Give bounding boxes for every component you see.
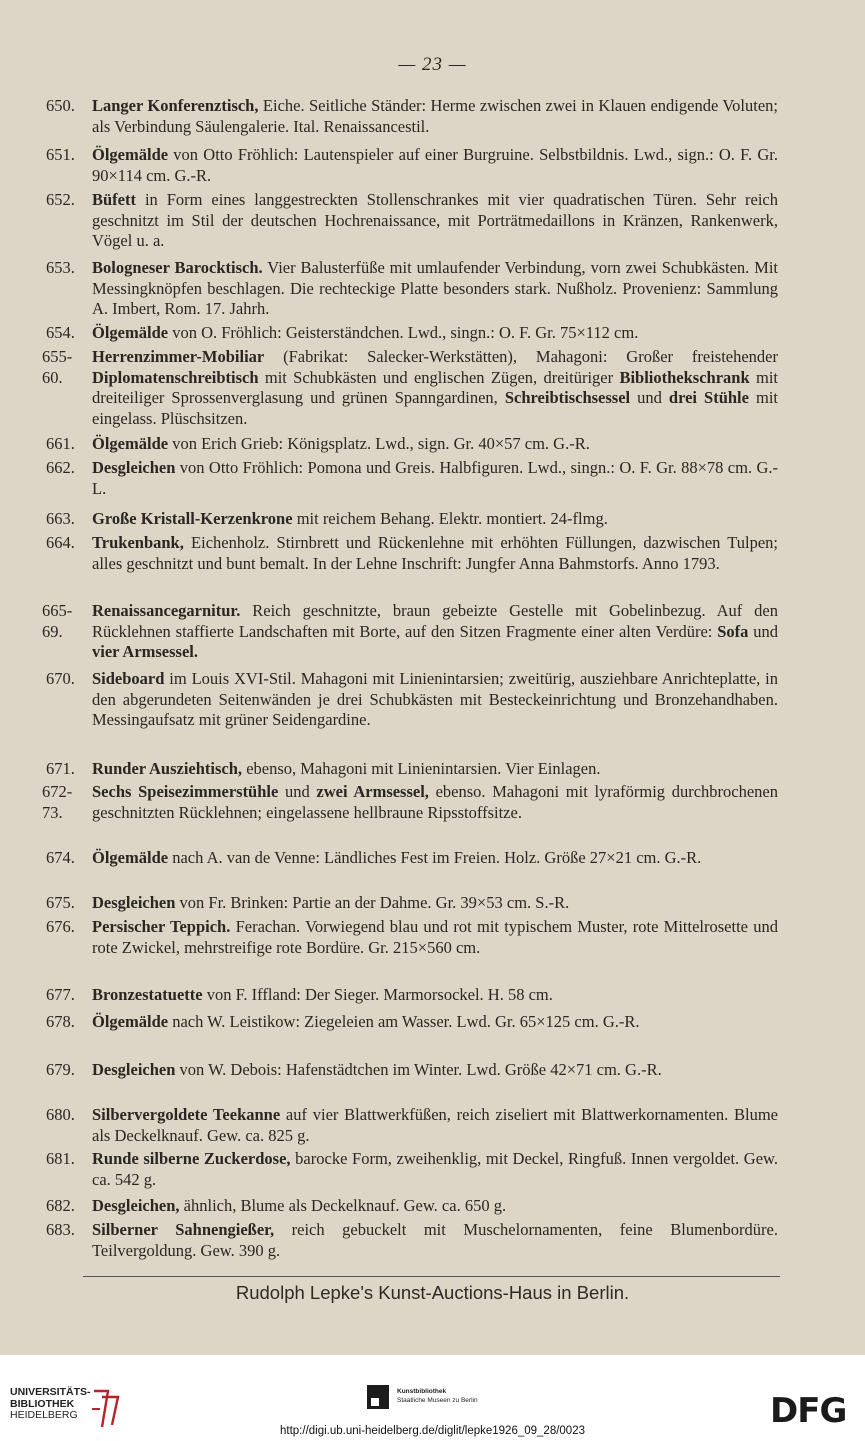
lot-text: Reich geschnitzte, braun gebeizte Gestelle mit Gobelinbezug. Auf den Rücklehnen staffierte Landschaften mit Borte, auf den Sitzen Fragmente einer alten Verdüre: bbox=[92, 601, 778, 641]
lot-description bbox=[92, 893, 778, 914]
lot-text: (Fabrikat: Salecker-Werkstätten), Mahagoni: Großer freistehender bbox=[264, 347, 778, 366]
lot-title: Bologneser Barocktisch. bbox=[92, 258, 263, 277]
lot-text: und bbox=[278, 782, 317, 801]
lot-title: Silbervergoldete Teekanne bbox=[92, 1105, 281, 1124]
lot-title: Bronzestatuette bbox=[92, 985, 203, 1004]
source-url-link[interactable]: http://digi.ub.uni-heidelberg.de/diglit/lepke1926_09_28/0023 bbox=[280, 1425, 585, 1437]
lot-title: drei Stühle bbox=[668, 388, 749, 407]
lot-number: 678. bbox=[46, 1012, 75, 1031]
lot-description bbox=[92, 145, 778, 186]
lot-description bbox=[92, 96, 778, 137]
catalog-entry bbox=[46, 1196, 778, 1217]
lot-title: Ölgemälde bbox=[92, 1012, 169, 1031]
lot-number: 661. bbox=[46, 434, 75, 453]
catalog-entry bbox=[42, 782, 778, 823]
ub-line-2: BIBLIOTHEK bbox=[10, 1397, 75, 1410]
page-number: — 23 — bbox=[398, 54, 467, 75]
lot-text: im Louis XVI-Stil. Mahagoni mit Linienintarsien; zweitürig, ausziehbare Anrichteplatte, in den abgerundeten Seitenwänden je drei Schubkästen mit Besteckeinrichtung und Bronzehandhaben. Messingaufsatz mit grüner Seidengardine. bbox=[92, 669, 778, 729]
lot-description bbox=[92, 434, 778, 455]
footer-rule bbox=[83, 1276, 780, 1277]
lot-text: mit Schubkästen und englischen Zügen, dreitüriger bbox=[258, 367, 620, 387]
lot-text: nach W. Leistikow: Ziegeleien am Wasser. Lwd. Gr. 65×125 cm. G.-R. bbox=[168, 1012, 640, 1031]
digitization-banner bbox=[0, 1355, 865, 1441]
dfg-logo: DFG bbox=[770, 1391, 847, 1431]
catalog-entry bbox=[46, 533, 778, 574]
lot-title: Diplomatenschreibtisch bbox=[92, 367, 259, 387]
catalog-entry bbox=[46, 669, 778, 731]
lot-title: Büfett bbox=[92, 190, 136, 209]
lot-text: Eichenholz. Stirnbrett und Rückenlehne mit erhöhten Füllungen, dazwischen Tulpen; alles geschnitzt und bunt bemalt. In der Lehne Inschrift: Jungfer Anna Bahmstorfs. Anno 1793. bbox=[92, 533, 778, 573]
lot-text: von Erich Grieb: Königsplatz. Lwd., sign. Gr. 40×57 cm. G.-R. bbox=[168, 434, 590, 453]
catalog-entry bbox=[46, 96, 778, 137]
lot-description bbox=[92, 601, 778, 663]
lot-title: Langer Konferenztisch, bbox=[92, 96, 259, 115]
kb-line-2: Staatliche Museen zu Berlin bbox=[397, 1397, 478, 1404]
lot-number: 671. bbox=[46, 759, 75, 778]
lot-title: Herrenzimmer-Mobiliar bbox=[92, 347, 265, 366]
lot-text: von O. Fröhlich: Geisterständchen. Lwd., singn.: O. F. Gr. 75×112 cm. bbox=[168, 323, 639, 342]
lot-number: 672-73. bbox=[42, 782, 73, 822]
lot-title: Desgleichen bbox=[92, 1060, 176, 1079]
lot-number: 670. bbox=[46, 669, 75, 688]
lot-description bbox=[92, 759, 778, 780]
lot-number: 662. bbox=[46, 458, 75, 477]
lot-title: zwei Armsessel, bbox=[316, 782, 429, 801]
lot-number: 650. bbox=[46, 96, 75, 115]
lot-number: 654. bbox=[46, 323, 75, 342]
lot-description bbox=[92, 782, 778, 823]
lot-number: 675. bbox=[46, 893, 75, 912]
lot-description bbox=[92, 347, 778, 429]
lot-text: von Otto Fröhlich: Pomona und Greis. Halbfiguren. Lwd., singn.: O. F. Gr. 88×78 cm. G.-L. bbox=[92, 458, 778, 498]
lot-title: Desgleichen, bbox=[92, 1196, 180, 1215]
lot-text: von Otto Fröhlich: Lautenspieler auf einer Burgruine. Selbstbildnis. Lwd., sign.: O. F. Gr. 90×114 cm. G.-R. bbox=[92, 145, 778, 185]
lot-title: Desgleichen bbox=[92, 458, 176, 477]
lot-description bbox=[92, 1220, 778, 1261]
lot-text: von F. Iffland: Der Sieger. Marmorsockel. H. 58 cm. bbox=[202, 985, 553, 1004]
catalog-entry bbox=[46, 323, 778, 344]
catalog-entry bbox=[46, 458, 778, 499]
catalog-entry bbox=[46, 985, 778, 1006]
lot-number: 664. bbox=[46, 533, 75, 552]
catalog-entry bbox=[46, 509, 778, 530]
catalog-entry bbox=[42, 347, 778, 429]
lot-description bbox=[92, 190, 778, 252]
lot-number: 665-69. bbox=[42, 601, 73, 641]
lot-number: 677. bbox=[46, 985, 75, 1004]
lot-number: 652. bbox=[46, 190, 75, 209]
lot-title: Ölgemälde bbox=[92, 848, 169, 867]
lot-description bbox=[92, 258, 778, 320]
lot-text: reich gebuckelt mit Muschelornamenten, feine Blumenbordüre. Teilvergoldung. Gew. 390 g. bbox=[92, 1220, 778, 1260]
lot-text: von W. Debois: Hafenstädtchen im Winter. Lwd. Größe 42×71 cm. G.-R. bbox=[175, 1060, 662, 1079]
lot-description bbox=[92, 1105, 778, 1146]
lot-title: Trukenbank, bbox=[92, 533, 184, 552]
catalog-entry bbox=[46, 434, 778, 455]
lot-number: 655-60. bbox=[42, 347, 73, 387]
kb-line-1: Kunstbibliothek bbox=[397, 1388, 447, 1395]
lot-text: mit dreiteiliger Sprossenverglasung und grünen Spanngardinen, bbox=[92, 367, 778, 407]
lot-title: Ölgemälde bbox=[92, 323, 169, 342]
lot-number: 663. bbox=[46, 509, 75, 528]
kunstbibliothek-icon bbox=[367, 1385, 389, 1409]
lot-text: nach A. van de Venne: Ländliches Fest im Freien. Holz. Größe 27×21 cm. G.-R. bbox=[168, 848, 702, 867]
lot-text: Eiche. Seitliche Ständer: Herme zwischen zwei in Klauen endigende Voluten; als Verbindung Säulengalerie. Ital. Renaissancestil. bbox=[92, 96, 778, 136]
lot-text: mit reichem Behang. Elektr. montiert. 24-flmg. bbox=[292, 509, 608, 528]
lot-description bbox=[92, 917, 778, 958]
catalog-entry bbox=[46, 848, 778, 869]
ub-logo-icon bbox=[88, 1387, 122, 1429]
publisher-footer: Rudolph Lepke's Kunst-Auctions-Haus in Berlin. bbox=[235, 1282, 630, 1303]
catalog-entry bbox=[46, 1105, 778, 1146]
lot-title: Sofa bbox=[717, 621, 749, 641]
lot-text: ähnlich, Blume als Deckelknauf. Gew. ca. 650 g. bbox=[179, 1196, 507, 1215]
lot-text: ebenso, Mahagoni mit Linienintarsien. Vier Einlagen. bbox=[242, 759, 601, 778]
lot-text: ebenso. Mahagoni mit lyraförmig durchbrochenen geschnitzten Rücklehnen; eingelassene hellbraune Ripsstoffsitze. bbox=[92, 782, 778, 822]
lot-text: und bbox=[748, 621, 779, 641]
catalog-entry bbox=[42, 601, 779, 663]
catalog-entry bbox=[46, 1012, 778, 1033]
lot-description bbox=[92, 1012, 778, 1033]
catalog-entry bbox=[46, 893, 778, 914]
lot-number: 681. bbox=[46, 1149, 75, 1168]
catalog-entry bbox=[46, 190, 778, 252]
lot-title: Runder Ausziehtisch, bbox=[92, 759, 243, 778]
lot-title: Silberner Sahnengießer, bbox=[92, 1220, 275, 1239]
lot-number: 680. bbox=[46, 1105, 75, 1124]
lot-number: 683. bbox=[46, 1220, 75, 1239]
lot-number: 651. bbox=[46, 145, 75, 164]
catalog-entry bbox=[46, 258, 779, 320]
lot-title: Sideboard bbox=[92, 669, 165, 688]
lot-text: Vier Balusterfüße mit umlaufender Verbindung, vorn zwei Schubkästen. Mit Messingknöpfen beschlagen. Die rechteckige Platte besonders stark. Nußholz. Provenienz: Sammlung A. Imbert, Rom. 17. Jahrh. bbox=[92, 258, 779, 318]
ub-line-3: HEIDELBERG bbox=[10, 1409, 78, 1421]
kunstbibliothek-logo bbox=[367, 1385, 527, 1417]
lot-text: Ferachan. Vorwiegend blau und rot mit typischem Muster, rote Mittelrosette und rote Zwickel, mehrstreifige rote Bordüre. Gr. 215×560 cm. bbox=[92, 917, 778, 957]
lot-number: 679. bbox=[46, 1060, 75, 1079]
lot-text: in Form eines langgestreckten Stollenschrankes mit vier quadratischen Türen. Sehr reich geschnitzt im Stil der deutschen Hochrenaissance, mit Porträtmedaillons in Kränzen, Rankenwerk, Vögel u. a. bbox=[92, 190, 778, 250]
lot-text: und bbox=[630, 388, 669, 407]
lot-description bbox=[92, 1060, 778, 1081]
lot-title: Ölgemälde bbox=[92, 145, 169, 164]
lot-description bbox=[92, 323, 778, 344]
catalog-entry bbox=[46, 1060, 778, 1081]
catalog-entry bbox=[46, 1149, 778, 1190]
lot-description bbox=[92, 985, 778, 1006]
lot-title: Ölgemälde bbox=[92, 434, 169, 453]
lot-title: Bibliothekschrank bbox=[619, 367, 750, 387]
ub-line-1: UNIVERSITÄTS- bbox=[10, 1386, 91, 1398]
catalog-entry bbox=[46, 1220, 778, 1261]
lot-text: von Fr. Brinken: Partie an der Dahme. Gr. 39×53 cm. S.-R. bbox=[175, 893, 570, 912]
lot-description bbox=[92, 848, 778, 869]
lot-description bbox=[92, 509, 778, 530]
lot-description bbox=[92, 533, 778, 574]
lot-title: Sechs Speisezimmerstühle bbox=[92, 782, 279, 801]
lot-title: Renaissancegarnitur. bbox=[92, 601, 241, 620]
catalog-entry bbox=[46, 145, 778, 186]
lot-description bbox=[92, 669, 778, 731]
kunstbibliothek-wordmark bbox=[397, 1387, 478, 1405]
lot-title: Persischer Teppich. bbox=[92, 917, 231, 936]
ub-heidelberg-wordmark bbox=[10, 1387, 91, 1422]
lot-number: 674. bbox=[46, 848, 75, 867]
lot-number: 676. bbox=[46, 917, 75, 936]
lot-description bbox=[92, 1149, 778, 1190]
lot-number: 682. bbox=[46, 1196, 75, 1215]
lot-title: Runde silberne Zuckerdose, bbox=[92, 1149, 291, 1168]
lot-number: 653. bbox=[46, 258, 75, 277]
lot-title: vier Armsessel. bbox=[92, 642, 199, 661]
lot-title: Große Kristall-Kerzenkrone bbox=[92, 509, 293, 528]
lot-title: Desgleichen bbox=[92, 893, 176, 912]
lot-title: Schreibtischsessel bbox=[504, 388, 631, 407]
lot-text: barocke Form, zweihenklig, mit Deckel, Ringfuß. Innen vergoldet. Gew. ca. 542 g. bbox=[92, 1149, 778, 1189]
lot-text: mit eingelass. Plüschsitzen. bbox=[92, 388, 778, 428]
lot-text: auf vier Blattwerkfüßen, reich ziseliert mit Blattwerkornamenten. Blume als Deckelknauf. Gew. ca. 825 g. bbox=[92, 1105, 778, 1145]
catalog-entry bbox=[46, 917, 778, 958]
catalog-entry bbox=[46, 759, 778, 780]
lot-description bbox=[92, 458, 778, 499]
lot-description bbox=[92, 1196, 778, 1217]
